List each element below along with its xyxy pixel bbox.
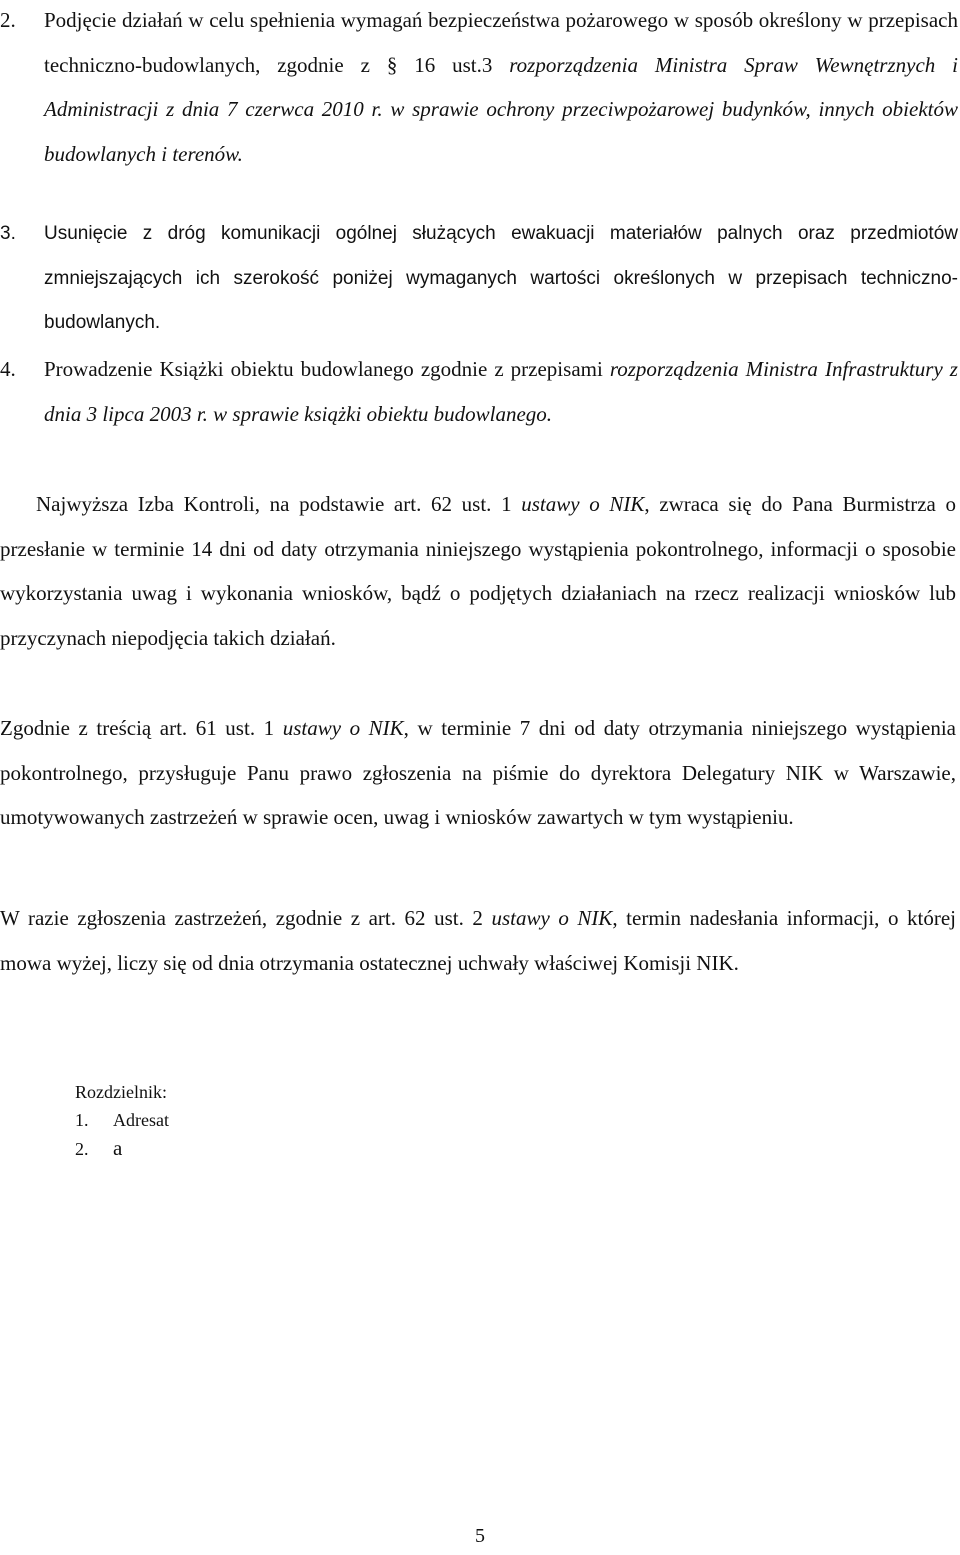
list-item-body [44,347,958,436]
list-item-number: 3. [0,223,16,244]
distribution-entry-number: 1. [75,1110,89,1130]
page-number: 5 [475,1525,485,1547]
list-item-text: Usunięcie z dróg komunikacji ogólnej służących ewakuacji materiałów palnych oraz przedmiotów zmniejszających ich szerokość poniżej wymaganych wartości określonych w przepisach techniczno-budowlanych. [44,223,958,333]
paragraph-text: , zwraca się do Pana Burmistrza o przesłanie w terminie 14 dni od daty otrzymania niniejszego wystąpienia pokontrolnego, informacji o sposobie wykorzystania uwag i wykonania wniosków, bądź o podjętych działaniach na rzecz realizacji wniosków lub przyczynach niepodjęcia takich działań. [0,492,957,651]
list-item-2 [0,0,958,176]
list-item-number: 2. [0,8,16,32]
distribution-entry-number: 2. [75,1139,89,1159]
paragraph-response-request [0,482,956,661]
paragraph-text: , w terminie 7 dni od daty otrzymania niniejszego wystąpienia pokontrolnego, przysługuje Panu prawo zgłoszenia na piśmie do dyrektora Delegatury NIK w Warszawie, umotywowanych zastrzeżeń w sprawie ocen, uwag i wniosków zawartych w tym wystąpieniu. [0,716,956,830]
distribution-entry [75,1134,169,1163]
list-item-4 [0,347,958,436]
distribution-entry-label: a [113,1136,123,1160]
distribution-list [75,1078,169,1163]
paragraph-text: Zgodnie z treścią art. 61 ust. 1 [0,716,283,740]
list-item-body [44,212,958,346]
list-item-body [44,0,958,176]
paragraph-text: Najwyższa Izba Kontroli, na podstawie art. 62 ust. 1 [36,492,522,516]
paragraph-italic-text: ustawy o NIK [282,716,404,740]
distribution-title: Rozdzielnik: [75,1082,167,1102]
distribution-entry [75,1106,169,1134]
paragraph-text: , termin nadesłania informacji, o której mowa wyżej, liczy się od dnia otrzymania ostatecznej uchwały właściwej Komisji NIK. [0,906,957,975]
distribution-entry-label: Adresat [113,1110,169,1130]
paragraph-text: W razie zgłoszenia zastrzeżeń, zgodnie z art. 62 ust. 2 [0,906,492,930]
paragraph-objections-right [0,706,956,840]
paragraph-objections-deadline [0,896,956,985]
list-item-text: Prowadzenie Książki obiektu budowlanego zgodnie z przepisami [44,357,610,381]
paragraph-italic-text: ustawy o NIK [521,492,645,516]
list-item-number: 4. [0,357,16,381]
paragraph-italic-text: ustawy o NIK [491,906,613,930]
list-item-3 [0,212,958,346]
list-item-italic-text: rozporządzenia Ministra Infrastruktury z dnia 3 lipca 2003 r. w sprawie książki obiektu budowlanego. [44,357,958,426]
list-item-text: Podjęcie działań w celu spełnienia wymagań bezpieczeństwa pożarowego w sposób określony w przepisach techniczno-budowlanych, zgodnie z § 16 ust.3 [44,8,958,77]
list-item-italic-text: rozporządzenia Ministra Spraw Wewnętrznych i Administracji z dnia 7 czerwca 2010 r. w sprawie ochrony przeciwpożarowej budynków, innych obiektów budowlanych i terenów. [44,52,958,166]
